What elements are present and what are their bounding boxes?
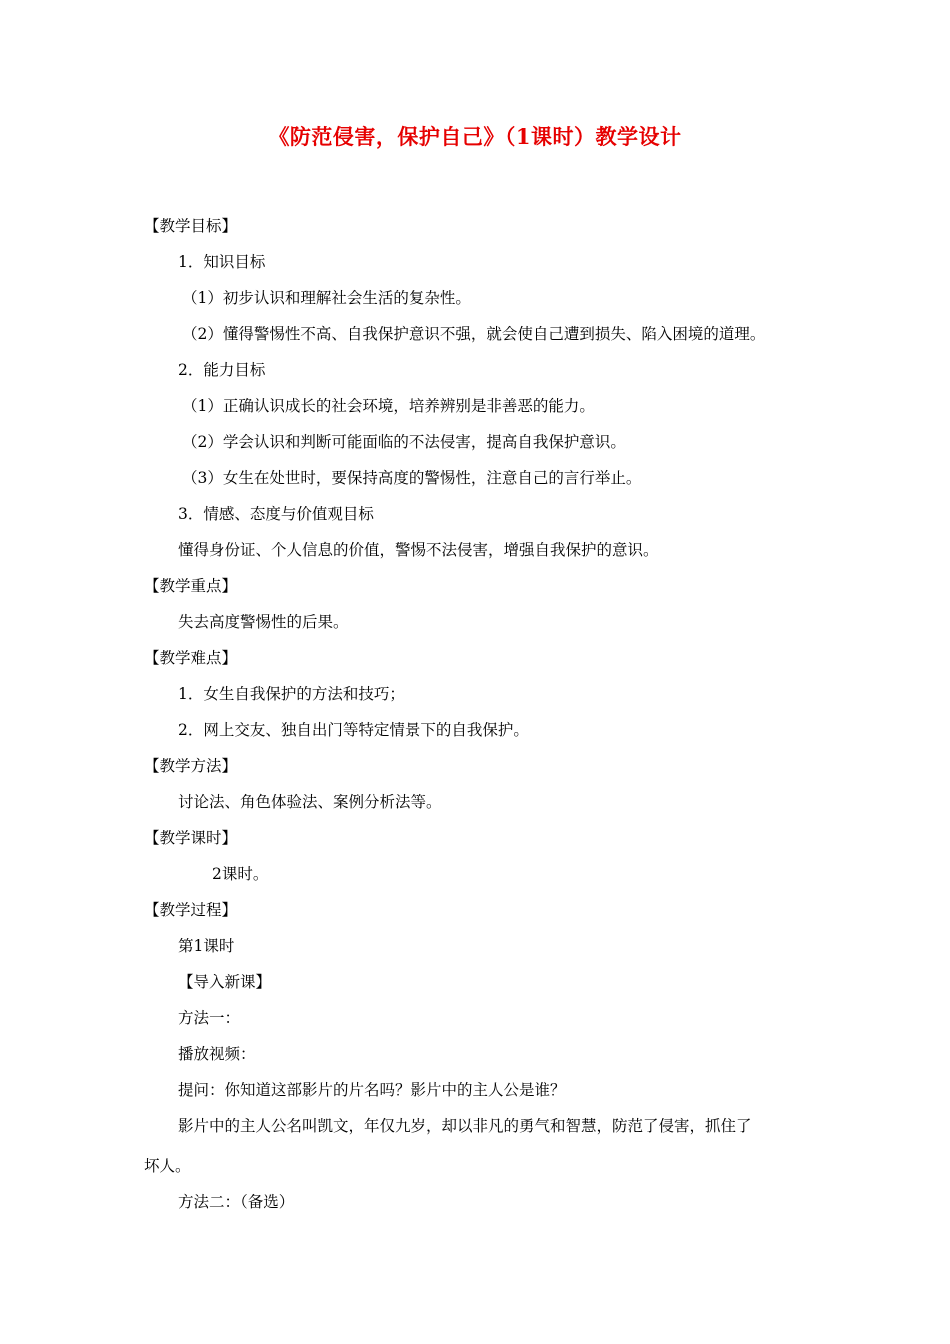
paragraph-line: （1）初步认识和理解社会生活的复杂性。 [182,289,471,307]
paragraph-line: 提问：你知道这部影片的片名吗？影片中的主人公是谁？ [178,1081,566,1099]
paragraph-line: 播放视频： [178,1045,256,1063]
section-heading-difficulties: 【教学难点】 [144,649,238,667]
section-heading-process: 【教学过程】 [144,901,238,919]
section-heading-key-points: 【教学重点】 [144,577,238,595]
paragraph-line: （2）懂得警惕性不高、自我保护意识不强，就会使自己遭到损失、陷入困境的道理。 [182,325,766,343]
paragraph-line: （3）女生在处世时，要保持高度的警惕性，注意自己的言行举止。 [182,469,642,487]
paragraph-line: 影片中的主人公名叫凯文，年仅九岁，却以非凡的勇气和智慧，防范了侵害，抓住了 [178,1117,752,1135]
subheading-ability-goals: 2．能力目标 [178,361,266,379]
subheading-emotion-goals: 3．情感、态度与价值观目标 [178,505,374,523]
section-heading-methods: 【教学方法】 [144,757,238,775]
paragraph-line: 2．网上交友、独自出门等特定情景下的自我保护。 [178,721,529,739]
paragraph-line: （1）正确认识成长的社会环境，培养辨别是非善恶的能力。 [182,397,595,415]
paragraph-line: 坏人。 [144,1157,191,1175]
paragraph-line: 讨论法、角色体验法、案例分析法等。 [178,793,442,811]
section-heading-periods: 【教学课时】 [144,829,238,847]
paragraph-line: 2课时。 [212,865,269,883]
paragraph-line: 懂得身份证、个人信息的价值，警惕不法侵害，增强自我保护的意识。 [178,541,659,559]
subheading-introduction: 【导入新课】 [178,973,272,991]
paragraph-line: 第1课时 [178,937,235,955]
paragraph-line: 方法二：（备选） [178,1193,295,1211]
paragraph-line: 1．女生自我保护的方法和技巧； [178,685,405,703]
subheading-knowledge-goals: 1．知识目标 [178,253,266,271]
paragraph-line: 方法一： [178,1009,241,1027]
section-heading-objectives: 【教学目标】 [144,217,238,235]
paragraph-line: （2）学会认识和判断可能面临的不法侵害，提高自我保护意识。 [182,433,626,451]
paragraph-line: 失去高度警惕性的后果。 [178,613,349,631]
document-title: 《防范侵害，保护自己》（1课时）教学设计 [268,124,682,149]
